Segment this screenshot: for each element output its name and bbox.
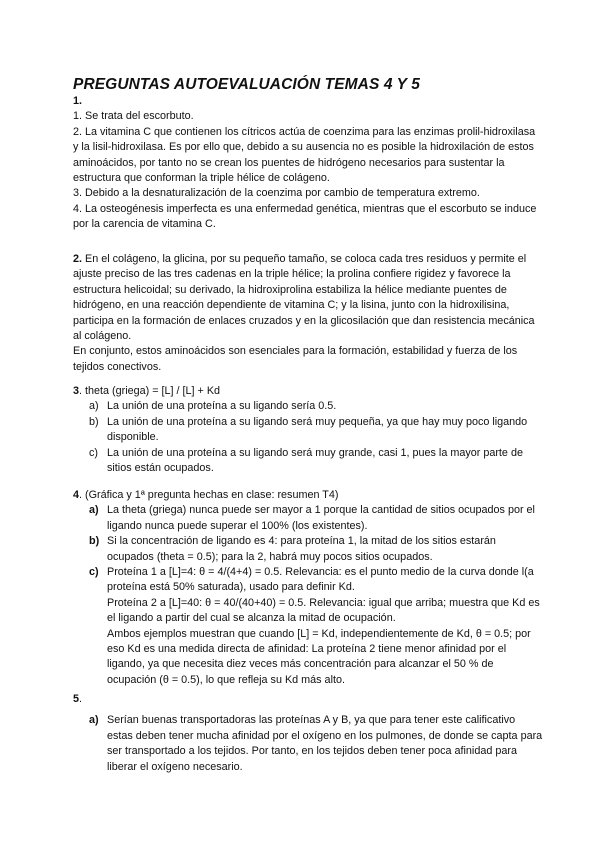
q3-item-c-text: La unión de una proteína a su ligando será muy grande, casi 1, pues la mayor parte de sitios están ocupados.: [107, 446, 523, 475]
question-1: [73, 94, 543, 233]
q3-item-b: [73, 415, 543, 446]
q5-item-a: [73, 713, 543, 775]
q4-item-c-marker: c): [89, 566, 99, 579]
q4-item-b-text: Si la concentración de ligando es 4: para proteína 1, la mitad de los sitios estarán ocupados (theta = 0.5); para la 2, habrá muy pocos sitios ocupados.: [107, 535, 496, 563]
q4-intro: [73, 488, 543, 503]
document-title: PREGUNTAS AUTOEVALUACIÓN TEMAS 4 Y 5: [73, 76, 420, 93]
question-4: [73, 488, 543, 688]
q4-item-a-marker: a): [89, 504, 99, 517]
q2-paragraph-2: En conjunto, estos aminoácidos son esenciales para la formación, estabilidad y fuerza de los tejidos conectivos.: [73, 345, 518, 373]
q4-item-b-marker: b): [89, 535, 100, 548]
q5-heading: [73, 692, 543, 707]
question-5: [73, 692, 543, 775]
q4-item-c-paragraph-3: Ambos ejemplos muestran que cuando [L] = Kd, independientemente de Kd, θ = 0.5; por eso Kd es una medida directa de afinidad: La proteína 2 tiene menor afinidad por el ligando, ya que necesita diez veces más concentración para alcanzar el 50 % de ocupación (θ = 0.5), lo que refleja su Kd más alto.: [107, 627, 531, 686]
q3-item-a-marker: a): [89, 400, 99, 413]
question-3-number: 3: [73, 385, 80, 397]
q2-paragraph-1: [73, 252, 543, 344]
q3-item-c: [73, 446, 543, 477]
q4-intro-text: . (Gráfica y 1ª pregunta hechas en clase: resumen T4): [79, 489, 339, 501]
q3-item-b-marker: b): [89, 415, 99, 428]
q2-text-1: En el colágeno, la glicina, por su pequeño tamaño, se coloca cada tres residuos y permite el ajuste preciso de las tres cadenas en la triple hélice; la prolina confiere rigidez y favorece la estructura helicoidal; su derivado, la hidroxiprolina estabiliza la hélice mediante puentes de hidrógeno, en una reacción dependiente de vitamina C; y la lisina, junto con la hidroxilisina, participa en la formación de enlaces cruzados y en la glicosilación que dan resistencia mecánica al colágeno.: [73, 253, 535, 343]
q3-intro: [73, 384, 543, 399]
question-3: [73, 384, 543, 476]
q4-item-a-text: La theta (griega) nunca puede ser mayor a 1 porque la cantidad de sitios ocupados por el ligando nunca puede superar el 100% (los existentes).: [107, 504, 535, 532]
q4-item-c-paragraph-1: Proteína 1 a [L]=4: θ = 4/(4+4) = 0.5. Relevancia: es el punto medio de la curva donde l(a proteína está 50% saturada), usado para definir Kd.: [107, 566, 534, 594]
q3-item-c-marker: c): [89, 446, 98, 459]
q4-item-c: [73, 565, 543, 688]
q5-number-dot: .: [79, 693, 83, 705]
q3-item-a: [73, 399, 543, 414]
q3-formula: . theta (griega) = [L] / [L] + Kd: [79, 385, 221, 397]
q3-item-a-text: La unión de una proteína a su ligando sería 0.5.: [107, 400, 337, 413]
q4-item-c-paragraph-2: Proteína 2 a [L]=40: θ = 40/(40+40) = 0.5. Relevancia: igual que arriba; muestra que Kd es el ligando a partir del cual se alcanza la mitad de ocupación.: [107, 596, 540, 625]
question-2: [73, 252, 543, 375]
q1-answer-2: 2. La vitamina C que contienen los cítricos actúa de coenzima para las enzimas prolil-hidroxilasa y la lisil-hidroxilasa. Es por ello que, debido a su ausencia no es posible la hidroxilación de estos aminoácidos, por tanto no se crean los puentes de hidrógeno necesarios para sustentar la estructura que conforman la triple hélice de colágeno.: [73, 125, 536, 185]
question-1-number: 1.: [73, 95, 83, 107]
q1-answer-3: 3. Debido a la desnaturalización de la coenzima por cambio de temperatura extremo.: [73, 187, 480, 200]
q4-item-b: [73, 534, 543, 565]
question-5-number: 5: [73, 693, 80, 705]
question-4-number: 4: [73, 489, 80, 501]
q1-answer-4: 4. La osteogénesis imperfecta es una enfermedad genética, mientras que el escorbuto se induce por la carencia de vitamina C.: [73, 202, 537, 231]
q3-item-b-text: La unión de una proteína a su ligando será muy pequeña, ya que hay muy poco ligando disponible.: [107, 415, 528, 444]
q5-item-a-marker: a): [89, 714, 99, 727]
q1-answer-1: 1. Se trata del escorbuto.: [73, 110, 194, 123]
q4-item-a: [73, 503, 543, 534]
q5-item-a-text: Serían buenas transportadoras las proteínas A y B, ya que para tener este calificativo estas deben tener mucha afinidad por el oxígeno en los pulmones, de donde se capta para ser transportado a los tejidos. Por tanto, en los tejidos deben tener poca afinidad para liberar el oxígeno necesario.: [107, 714, 543, 773]
question-2-number: 2.: [73, 253, 83, 265]
